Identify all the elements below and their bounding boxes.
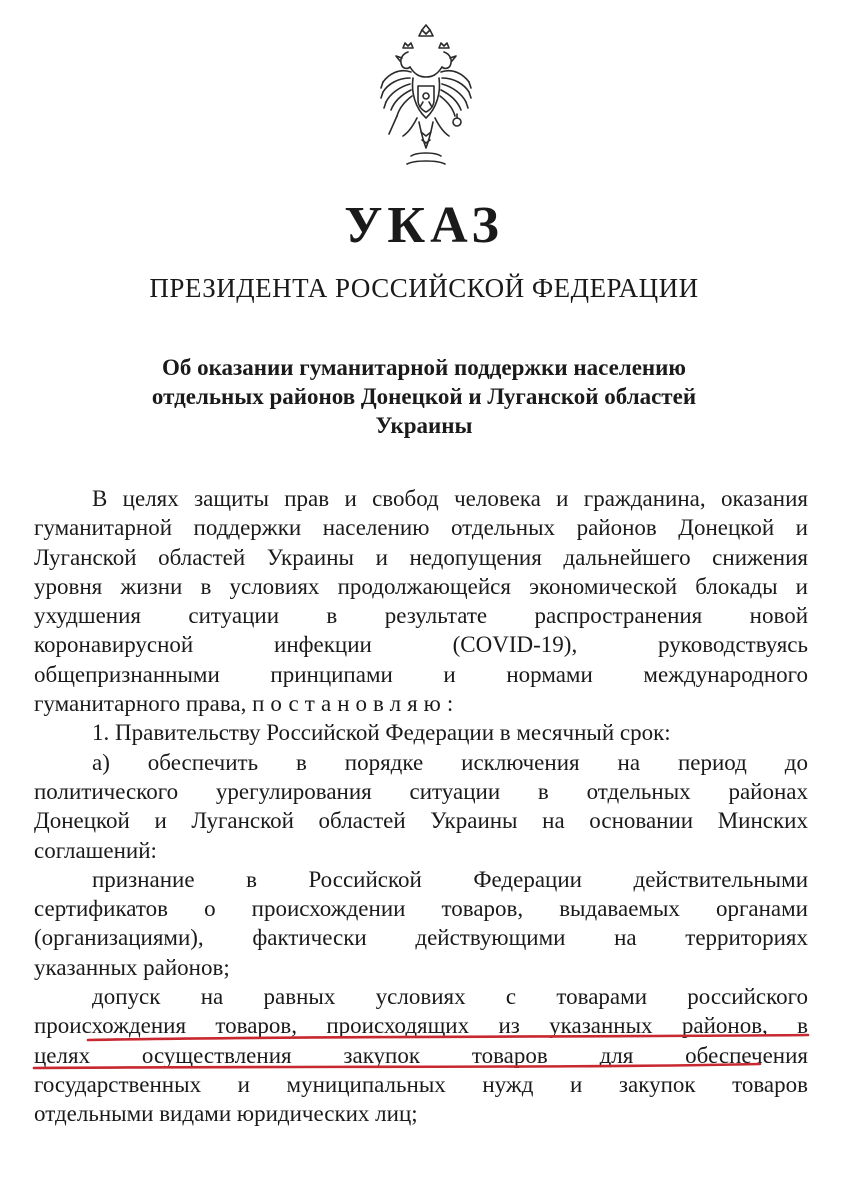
body-line: Луганской областей Украины и недопущения дальнейшего снижения <box>34 544 808 570</box>
body-line <box>34 689 808 718</box>
body-text: гуманитарного права, <box>34 691 247 717</box>
document-title: УКАЗ <box>344 197 504 254</box>
body-line: Донецкой и Луганской областей Украины на основании Минских <box>34 808 808 834</box>
document-body <box>34 484 808 1129</box>
subject-line: Украины <box>375 413 473 438</box>
body-line: коронавирусной инфекции (COVID-19), руководствуясь <box>34 632 808 658</box>
body-line: государственных и муниципальных нужд и закупок товаров <box>34 1071 808 1097</box>
body-line: признание в Российской Федерации действительными <box>92 866 808 892</box>
body-line: соглашений: <box>34 837 157 863</box>
body-line: В целях защиты прав и свобод человека и гражданина, оказания <box>92 486 808 511</box>
body-line: 1. Правительству Российской Федерации в месячный срок: <box>92 720 671 746</box>
subject-line: отдельных районов Донецкой и Луганской областей <box>151 384 697 409</box>
body-line: общепризнанными принципами и нормами международного <box>34 661 808 687</box>
body-line: ухудшения ситуации в результате распространения новой <box>34 603 808 629</box>
body-line: гуманитарной поддержки населению отдельных районов Донецкой и <box>34 515 808 541</box>
body-line: сертификатов о происхождении товаров, выдаваемых органами <box>34 896 808 922</box>
body-line: целях осуществления закупок товаров для обеспечения <box>34 1042 808 1068</box>
body-line: а) обеспечить в порядке исключения на период до <box>92 749 808 775</box>
document-subject <box>90 353 758 440</box>
document-issuer: ПРЕЗИДЕНТА РОССИЙСКОЙ ФЕДЕРАЦИИ <box>149 273 699 303</box>
body-line: допуск на равных условиях с товарами российского <box>92 984 808 1010</box>
body-line: происхождения товаров, происходящих из указанных районов, в <box>34 1013 808 1039</box>
body-line: политического урегулирования ситуации в отдельных районах <box>34 778 808 804</box>
body-line: отдельными видами юридических лиц; <box>34 1101 418 1127</box>
decree-verb: постановляю: <box>252 691 460 717</box>
body-line: уровня жизни в условиях продолжающейся экономической блокады и <box>34 573 808 599</box>
subject-line: Об оказании гуманитарной поддержки населению <box>161 355 686 380</box>
body-line: указанных районов; <box>34 954 230 980</box>
coat-of-arms-icon <box>367 22 485 180</box>
body-line: (организациями), фактически действующими на территориях <box>34 925 808 951</box>
